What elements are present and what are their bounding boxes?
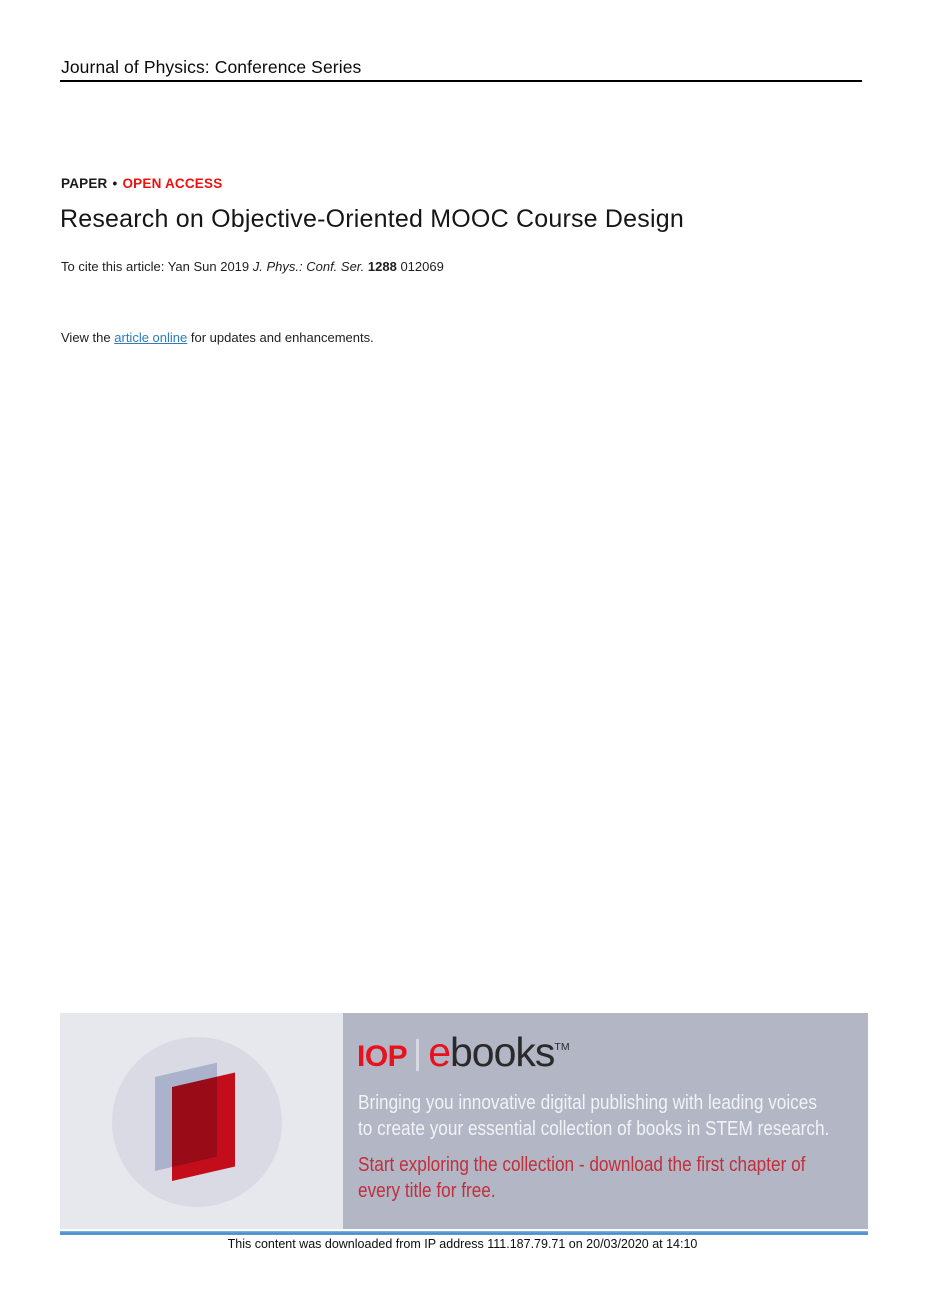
banner-tagline-line-1: Bringing you innovative digital publishing with leading voices: [358, 1092, 817, 1114]
page-title: Research on Objective-Oriented MOOC Course Design: [60, 205, 684, 233]
banner-tagline: [358, 1091, 829, 1142]
logo-divider: [416, 1039, 419, 1071]
trademark-mark: TM: [554, 1041, 570, 1053]
banner-underline: [60, 1231, 868, 1235]
banner-artwork-panel: [60, 1013, 343, 1229]
download-info-footer: This content was downloaded from IP address 111.187.79.71 on 20/03/2020 at 14:10: [227, 1237, 698, 1251]
citation-volume: 1288: [367, 259, 397, 274]
view-online-line: [61, 330, 374, 345]
view-online-suffix: for updates and enhancements.: [190, 330, 374, 345]
citation-line: [61, 259, 444, 274]
banner-cta: [358, 1153, 805, 1204]
ebooks-books: books: [450, 1029, 555, 1075]
article-meta-line: [61, 176, 222, 191]
open-access-label: OPEN ACCESS: [122, 176, 223, 191]
header-rule: [60, 80, 862, 82]
iop-ebooks-banner[interactable]: [60, 1013, 868, 1229]
citation-prefix: To cite this article: Yan Sun 2019: [61, 259, 250, 274]
iop-ebooks-logo: [357, 1029, 570, 1076]
banner-tagline-line-2: to create your essential collection of books in STEM research.: [358, 1117, 830, 1140]
citation-journal-abbrev: J. Phys.: Conf. Ser.: [252, 259, 365, 274]
citation-article-number: 012069: [400, 259, 444, 274]
banner-cta-line-1: Start exploring the collection - download the first chapter of: [358, 1154, 806, 1176]
journal-name: Journal of Physics: Conference Series: [61, 57, 362, 77]
banner-cta-line-2: every title for free.: [358, 1179, 496, 1202]
view-online-prefix: View the: [61, 330, 111, 345]
iop-wordmark: IOP: [357, 1040, 408, 1073]
ebooks-e: e: [428, 1029, 450, 1075]
paper-label: PAPER: [61, 176, 108, 191]
banner-content-panel: [343, 1013, 868, 1229]
bullet-separator: •: [112, 176, 118, 191]
article-online-link[interactable]: article online: [114, 330, 188, 345]
book-page-red-shape: [172, 1072, 235, 1181]
